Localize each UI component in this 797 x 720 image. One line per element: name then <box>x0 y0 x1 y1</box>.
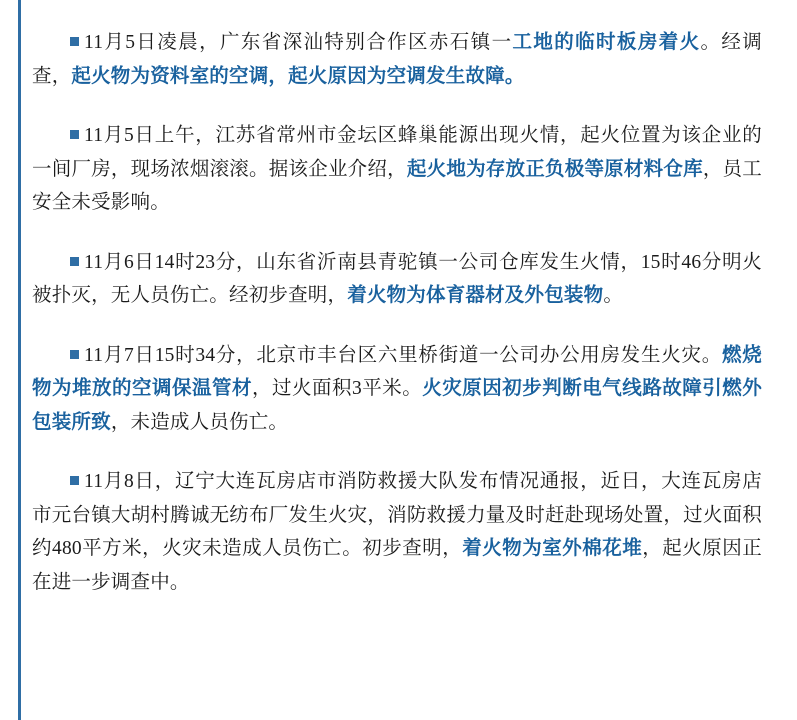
square-bullet-icon <box>70 350 79 359</box>
body-text: ，起火原因正在进一步调查中。 <box>32 538 762 593</box>
paragraph-p4 <box>32 339 762 440</box>
square-bullet-icon <box>70 130 79 139</box>
paragraph-p3 <box>32 246 762 313</box>
paragraph-p2 <box>32 119 762 220</box>
body-text: 。 <box>603 285 624 307</box>
body-text: 。经调查， <box>32 32 762 87</box>
highlighted-text: 起火地为存放正负极等原材料仓库 <box>406 158 703 180</box>
body-text: 11月6日14时23分，山东省沂南县青驼镇一公司仓库发生火情，15时46分明火被扑灭，无人员伤亡。经初步查明， <box>32 251 762 307</box>
highlighted-text: 燃烧物为堆放的空调保温管材 <box>32 344 762 400</box>
body-text: 11月5日凌晨，广东省深汕特别合作区赤石镇一 <box>84 32 513 53</box>
body-text: 11月5日上午，江苏省常州市金坛区蜂巢能源出现火情，起火位置为该企业的一间厂房，现场浓烟滚滚。据该企业介绍， <box>32 125 762 180</box>
square-bullet-icon <box>70 476 79 485</box>
square-bullet-icon <box>70 257 79 266</box>
paragraph-p5 <box>32 465 762 599</box>
square-bullet-icon <box>70 37 79 46</box>
highlighted-text: 着火物为体育器材及外包装物 <box>347 285 604 307</box>
left-accent-rule <box>18 0 21 720</box>
highlighted-text: 起火物为资料室的空调，起火原因为空调发生故障 <box>71 65 505 87</box>
paragraph-p1 <box>32 26 762 93</box>
article-body <box>24 16 776 609</box>
highlighted-text: 着火物为室外棉花堆 <box>462 538 643 560</box>
body-text: ，过火面积3平米。 <box>252 378 423 400</box>
body-text: 11月7日15时34分，北京市丰台区六里桥街道一公司办公用房发生火灾。 <box>84 344 723 366</box>
body-text: ，未造成人员伤亡。 <box>110 411 289 433</box>
highlighted-text: 工地的临时板房着火 <box>512 32 701 53</box>
body-text: ，员工安全未受影响。 <box>32 158 762 214</box>
highlighted-text: 火灾原因初步判断电气线路故障引燃外包装所致 <box>32 378 762 433</box>
body-text: 11月8日，辽宁大连瓦房店市消防救援大队发布情况通报，近日，大连瓦房店市元台镇大胡村腾诚无纺布厂发生火灾，消防救援力量及时赶赴现场处置，过火面积约480平方米，火灾未造成人员伤亡。初步查明， <box>32 471 762 560</box>
highlighted-text: 。 <box>504 65 525 87</box>
